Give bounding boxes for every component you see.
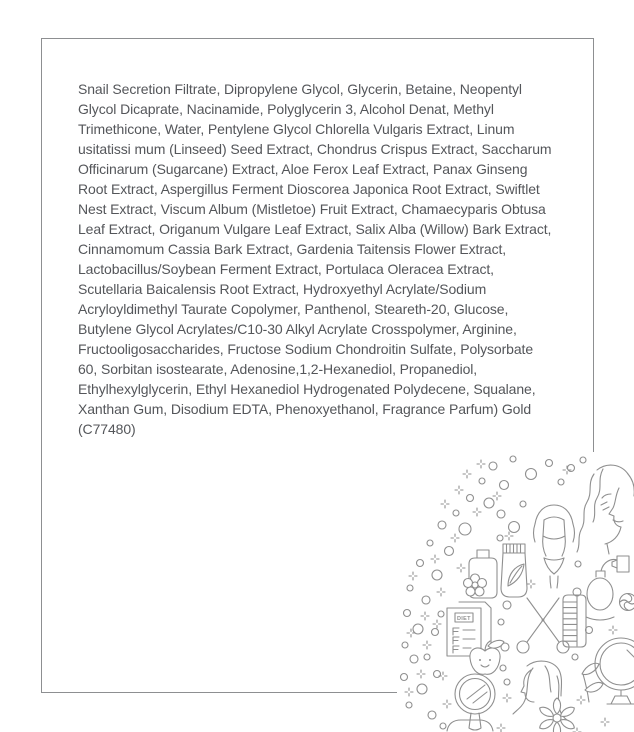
flower-icon — [464, 574, 487, 596]
ingredients-line: Nest Extract, Viscum Album (Mistletoe) Fruit Extract, Chamaecyparis Obtusa — [78, 201, 546, 217]
beauty-icons-illustration — [397, 452, 634, 732]
diet-list-icon — [447, 602, 491, 656]
ingredients-line: Xanthan Gum, Disodium EDTA, Phenoxyethanol, Fragrance Parfum) Gold — [78, 401, 532, 417]
ingredients-line: Trimethicone, Water, Pentylene Glycol Chlorella Vulgaris Extract, Linum — [78, 121, 515, 137]
cosmetic-tube-icon — [501, 544, 527, 597]
bikini-body-icon — [534, 505, 575, 588]
ingredients-line: Cinnamomum Cassia Bark Extract, Gardenia Taitensis Flower Extract, — [78, 241, 507, 257]
ingredients-line: Scutellaria Baicalensis Root Extract, Hydroxyethyl Acrylate/Sodium — [78, 281, 487, 297]
ingredients-line: Root Extract, Aspergillus Ferment Dioscorea Japonica Root Extract, Swiftlet — [78, 181, 540, 197]
ingredients-line: Snail Secretion Filtrate, Dipropylene Glycol, Glycerin, Betaine, Neopentyl — [78, 81, 522, 97]
perfume-atomizer-icon — [586, 556, 634, 620]
cosmetic-bottle-icon — [464, 550, 498, 598]
comb-icon — [563, 595, 586, 647]
ingredients-line: Lactobacillus/Soybean Ferment Extract, Portulaca Oleracea Extract, — [78, 261, 494, 277]
beauty-icons-svg — [397, 452, 634, 732]
ingredients-line: usitatissi mum (Linseed) Seed Extract, Chondrus Crispus Extract, Saccharum — [78, 141, 552, 157]
ingredients-line: Fructooligosaccharides, Fructose Sodium Chondroitin Sulfate, Polysorbate — [78, 341, 534, 357]
vanity-mirror-icon — [595, 638, 634, 704]
ingredients-line: Leaf Extract, Origanum Vulgare Leaf Extract, Salix Alba (Willow) Bark Extract, — [78, 221, 552, 237]
hand-mirror-icon — [447, 674, 495, 731]
ingredients-text — [78, 79, 578, 439]
ingredients-line: Glycol Dicaprate, Nacinamide, Polyglycerin 3, Alcohol Denat, Methyl — [78, 101, 494, 117]
scissors-icon — [517, 598, 569, 653]
ingredients-line: Acryloyldimethyl Taurate Copolymer, Panthenol, Steareth-20, Glucose, — [78, 301, 509, 317]
ingredients-line: Officinarum (Sugarcane) Extract, Aloe Ferox Leaf Extract, Panax Ginseng — [78, 161, 528, 177]
ingredients-line: Ethylhexylglycerin, Ethyl Hexanediol Hydrogenated Polydecene, Squalane, — [78, 381, 536, 397]
diet-label: DIET — [457, 616, 471, 622]
sparkle-dots — [401, 456, 618, 732]
woman-face-icon — [577, 465, 634, 554]
ingredients-line: Butylene Glycol Acrylates/C10-30 Alkyl Acrylate Crosspolymer, Arginine, — [78, 321, 517, 337]
flower-icon — [620, 594, 634, 611]
flower-icon — [538, 663, 603, 732]
ingredients-line: (C77480) — [78, 421, 136, 437]
ingredients-line: 60, Sorbitan isostearate, Adenosine,1,2-Hexanediol, Propanediol, — [78, 361, 478, 377]
